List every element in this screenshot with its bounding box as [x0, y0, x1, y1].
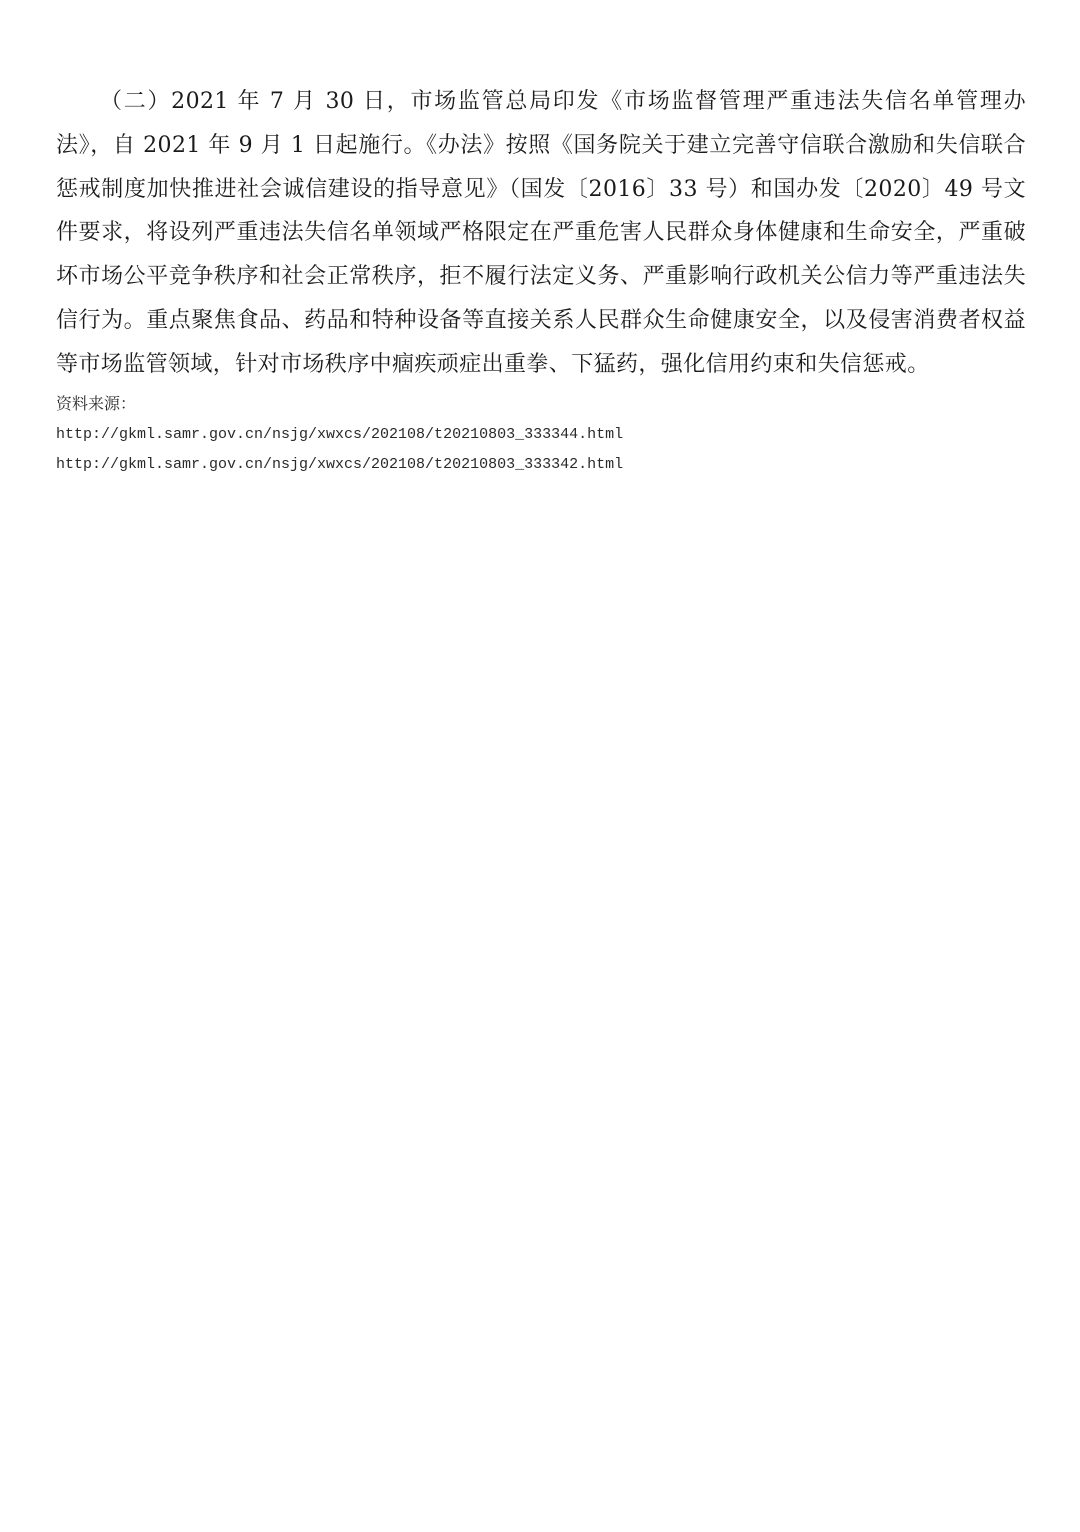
sources-label: 资料来源：	[56, 394, 137, 413]
sources-section	[56, 392, 956, 480]
body-paragraph: （二）2021 年 7 月 30 日，市场监管总局印发《市场监督管理严重违法失信名单管理办法》，自 2021 年 9 月 1 日起施行。《办法》按照《国务院关于建立完善守信联合激励和失信联合惩戒制度加快推进社会诚信建设的指导意见》（国发〔2016〕33 号）和国办发〔2020〕49 号文件要求，将设列严重违法失信名单领域严格限定在严重危害人民群众身体健康和生命安全，严重破坏市场公平竞争秩序和社会正常秩序，拒不履行法定义务、严重影响行政机关公信力等严重违法失信行为。重点聚焦食品、药品和特种设备等直接关系人民群众生命健康安全，以及侵害消费者权益等市场监管领域，针对市场秩序中痼疾顽症出重拳、下猛药，强化信用约束和失信惩戒。	[56, 89, 1026, 377]
source-link-2[interactable]: http://gkml.samr.gov.cn/nsjg/xwxcs/202108/t20210803_333342.html	[56, 456, 624, 473]
source-link-1[interactable]: http://gkml.samr.gov.cn/nsjg/xwxcs/202108/t20210803_333344.html	[56, 426, 624, 443]
